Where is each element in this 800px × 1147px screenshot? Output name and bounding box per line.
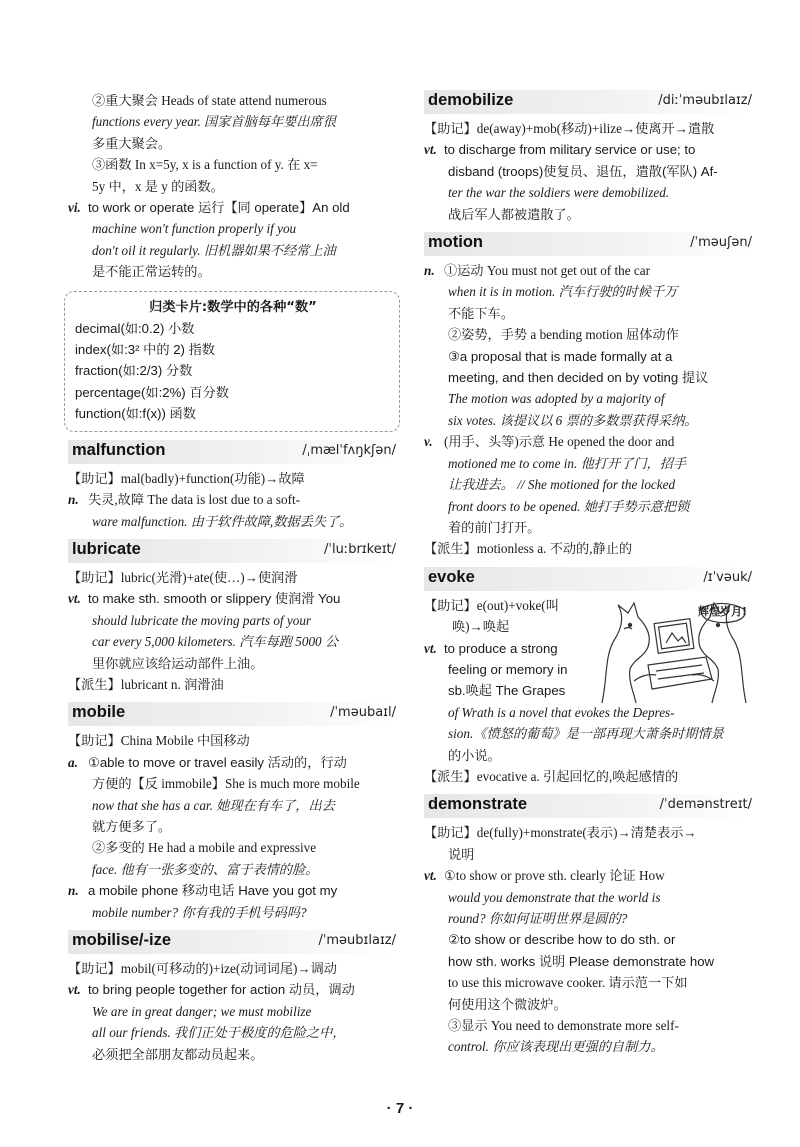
definition-line: ②多变的 He had a mobile and expressive — [92, 840, 317, 856]
memo-line: 说明 — [448, 846, 475, 862]
card-item: percentage(如:2%) 百分数 — [75, 384, 229, 400]
headword-bar — [424, 90, 754, 114]
card-item: function(如:f(x)) 函数 — [75, 406, 196, 422]
sense-line: 5y 中，x 是 y 的函数。 — [92, 178, 224, 194]
card-title: 归类卡片:数学中的各种“数” — [149, 299, 317, 315]
definition-line: 让我进去。 // She motioned for the locked — [448, 477, 676, 493]
definition-line: meeting, and then decided on by voting 提议 — [448, 370, 709, 386]
card-item: index(如:3² 中的 2) 指数 — [75, 342, 215, 358]
definition-line: ③a proposal that is made formally at a — [448, 348, 673, 364]
definition-line: now that she has a car. 她现在有车了，出去 — [92, 797, 335, 813]
entry-motion — [424, 232, 754, 560]
definition-line: a mobile phone 移动电话 Have you got my — [88, 883, 338, 899]
memo-line: 【助记】e(out)+voke(叫 — [424, 597, 559, 613]
definition-line: 就方便多了。 — [92, 818, 172, 834]
part-of-speech: n. — [424, 263, 435, 279]
right-column — [424, 90, 754, 1058]
definition-line: 战后军人都被遣散了。 — [448, 206, 580, 222]
part-of-speech: vt. — [424, 142, 437, 158]
definition-line: 方便的【反 immobile】She is much more mobile — [92, 776, 360, 792]
definition-line: front doors to be opened. 她打手势示意把锁 — [448, 498, 690, 514]
phonetic: /ˈməubaɪl/ — [330, 705, 396, 721]
definition-line: car every 5,000 kilometers. 汽车每跑 5000 公 — [92, 634, 339, 650]
memo-line: 【助记】mobil(可移动的)+ize(动词词尾)→调动 — [68, 961, 337, 976]
headword-bar — [424, 232, 754, 256]
definition-line: 的小说。 — [448, 747, 501, 763]
headword: demobilize — [428, 91, 514, 109]
sense-line: functions every year. 国家首脑每年要出席很 — [92, 114, 336, 130]
memo-line: 【助记】de(away)+mob(移动)+ilize→使离开→遣散 — [424, 121, 715, 136]
definition-line: ③显示 You need to demonstrate more self- — [448, 1018, 679, 1034]
phonetic: /ˈdemənstreɪt/ — [659, 797, 752, 813]
definition-line: motioned me to come in. 他打开了门，招手 — [448, 455, 687, 471]
left-column — [68, 90, 398, 1065]
phonetic: /ˈməubɪlaɪz/ — [318, 933, 396, 948]
function-entry-continued — [68, 90, 398, 283]
part-of-speech: n. — [68, 492, 79, 508]
definition-line: sb.唤起 The Grapes — [448, 683, 566, 699]
memo-line: 【助记】de(fully)+monstrate(表示)→清楚表示→ — [424, 825, 697, 841]
memo-line: 【助记】lubric(光滑)+ate(使…)→使润滑 — [68, 569, 298, 585]
definition-line: to work or operate 运行【同 operate】An old — [88, 200, 350, 216]
definition-line: ②姿势，手势 a bending motion 屈体动作 — [448, 327, 679, 343]
part-of-speech: a. — [68, 754, 78, 770]
part-of-speech: n. — [68, 883, 79, 899]
cartoon-caption: 辉煌岁月! — [698, 604, 748, 618]
card-item: decimal(如:0.2) 小数 — [75, 320, 195, 336]
entry-demobilize — [424, 90, 754, 225]
headword: mobilise/-ize — [72, 931, 172, 949]
entry-lubricate — [68, 539, 398, 695]
definition-line: face. 他有一张多变的、富于表情的脸。 — [92, 861, 319, 877]
sense-line: ②重大聚会 Heads of state attend numerous — [92, 93, 327, 108]
definition-line: all our friends. 我们正处于极度的危险之中， — [92, 1025, 346, 1041]
phonetic: /ˌmælˈfʌŋkʃən/ — [302, 442, 396, 458]
entry-demonstrate — [424, 794, 754, 1057]
definition-line: round? 你如何证明世界是圆的? — [448, 911, 628, 926]
entry-malfunction — [68, 440, 398, 532]
definition-line: (用手、头等)示意 He opened the door and — [444, 434, 675, 450]
derived-line: 【派生】motionless a. 不动的,静止的 — [424, 541, 633, 557]
headword: malfunction — [72, 440, 166, 459]
definition-line: mobile number? 你有我的手机号码吗? — [92, 904, 307, 920]
definition-line: to produce a strong — [444, 640, 558, 656]
definition-line: We are in great danger; we must mobilize — [92, 1003, 312, 1019]
headword-bar — [68, 930, 398, 954]
sense-line: 多重大聚会。 — [92, 135, 172, 151]
definition-line: should lubricate the moving parts of your — [92, 612, 312, 628]
definition-line: feeling or memory in — [448, 661, 568, 677]
definition-line: to use this microwave cooker. 请示范一下如 — [448, 975, 688, 991]
definition-line: sion.《愤怒的葡萄》是一部再现大萧条时期情景 — [448, 726, 724, 742]
page-number: · 7 · — [386, 1100, 414, 1117]
part-of-speech: vi. — [68, 200, 81, 216]
definition-line: would you demonstrate that the world is — [448, 889, 661, 905]
definition-line: to bring people together for action 动员，调动 — [88, 982, 355, 998]
definition-line: 里你就应该给运动部件上油。 — [92, 655, 264, 671]
phonetic: /ˈluːbrɪkeɪt/ — [324, 541, 396, 557]
cartoon-horses-illustration — [594, 595, 754, 707]
phonetic: /diːˈməubɪlaɪz/ — [658, 93, 752, 108]
definition-line: ①able to move or travel easily 活动的，行动 — [88, 754, 347, 770]
definition-line: don't oil it regularly. 旧机器如果不经常上油 — [92, 242, 336, 258]
memo-line: 唤)→唤起 — [452, 619, 510, 635]
part-of-speech: v. — [424, 434, 433, 450]
headword-bar — [68, 440, 398, 464]
definition-line: 着的前门打开。 — [448, 519, 541, 535]
part-of-speech: vt. — [68, 591, 81, 607]
derived-line: 【派生】evocative a. 引起回忆的,唤起感情的 — [424, 768, 679, 784]
part-of-speech: vt. — [68, 982, 81, 998]
definition-line: ①to show or prove sth. clearly 论证 How — [444, 868, 665, 884]
phonetic: /ɪˈvəuk/ — [703, 569, 752, 585]
definition-line: machine won't function properly if you — [92, 221, 297, 237]
definition-line: ter the war the soldiers were demobilized. — [448, 185, 670, 201]
part-of-speech: vt. — [424, 640, 437, 656]
definition-line: control. 你应该表现出更强的自制力。 — [448, 1039, 664, 1055]
memo-line: 【助记】China Mobile 中国移动 — [68, 733, 250, 749]
definition-line: of Wrath is a novel that evokes the Depres- — [448, 704, 675, 720]
memo-line: 【助记】mal(badly)+function(功能)→故障 — [68, 470, 305, 486]
definition-line: to make sth. smooth or slippery 使润滑 You — [88, 591, 341, 607]
entry-evoke — [424, 567, 754, 788]
headword: evoke — [428, 567, 475, 586]
part-of-speech: vt. — [424, 868, 437, 884]
definition-line: 何使用这个微波炉。 — [448, 996, 567, 1012]
entry-mobilise — [68, 930, 398, 1065]
definition-line: The motion was adopted by a majority of — [448, 391, 665, 407]
definition-line: ware malfunction. 由于软件故障,数据丢失了。 — [92, 513, 353, 529]
sense-line: ③函数 In x=5y, x is a function of y. 在 x= — [92, 157, 318, 173]
definition-line: disband (troops)使复员、退伍，遣散(军队) Af- — [448, 163, 718, 179]
definition-line: 不能下车。 — [448, 305, 514, 321]
definition-line: 必须把全部朋友都动员起来。 — [92, 1046, 264, 1062]
headword-bar — [424, 567, 754, 591]
definition-line: ①运动 You must not get out of the car — [444, 263, 650, 279]
headword-bar — [68, 702, 398, 726]
phonetic: /ˈməuʃən/ — [690, 235, 752, 251]
definition-line: when it is in motion. 汽车行驶的时候千万 — [448, 284, 678, 300]
definition-line: six votes. 该提议以 6 票的多数票获得采纳。 — [448, 412, 698, 428]
entry-mobile — [68, 702, 398, 923]
definition-line: how sth. works 说明 Please demonstrate how — [448, 953, 715, 969]
headword: demonstrate — [428, 795, 528, 814]
headword-bar — [424, 794, 754, 818]
headword: motion — [428, 233, 483, 252]
category-card — [64, 291, 400, 432]
headword: mobile — [72, 703, 126, 722]
evoke-body — [424, 595, 754, 788]
definition-line: 失灵,故障 The data is lost due to a soft- — [88, 492, 301, 508]
headword: lubricate — [72, 539, 141, 558]
definition-line: ②to show or describe how to do sth. or — [448, 932, 676, 948]
card-item: fraction(如:2/3) 分数 — [75, 363, 193, 379]
derived-line: 【派生】lubricant n. 润滑油 — [68, 676, 224, 692]
definition-line: 是不能正常运转的。 — [92, 264, 211, 280]
headword-bar — [68, 539, 398, 563]
definition-line: to discharge from military service or use; to — [444, 142, 696, 158]
